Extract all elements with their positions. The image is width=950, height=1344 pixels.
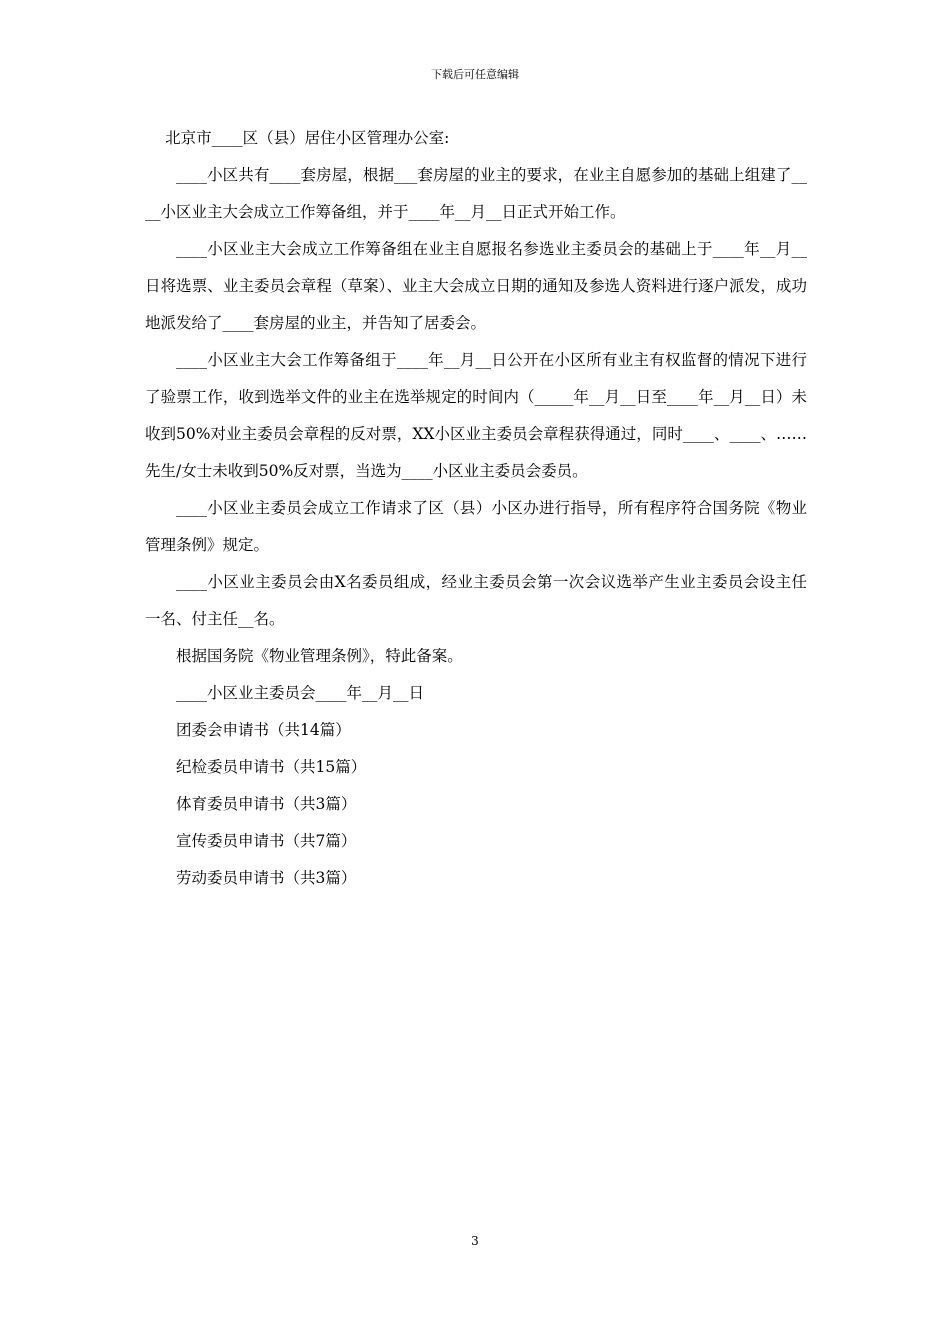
signature-line: ____小区业主委员会____年__月__日 — [176, 684, 425, 702]
related-link-2[interactable]: 纪检委员申请书（共15篇） — [176, 758, 367, 776]
page-header: 下载后可任意编辑 — [431, 68, 519, 81]
related-link-1[interactable]: 团委会申请书（共14篇） — [176, 721, 351, 739]
related-link-3[interactable]: 体育委员申请书（共3篇） — [176, 795, 357, 813]
paragraph-3: ____小区业主大会工作筹备组于____年__月__日公开在小区所有业主有权监督的情况下进行了验票工作，收到选举文件的业主在选举规定的时间内（_____年__月__日至____年__月__日）未收到50%对业主委员会章程的反对票，XX小区业主委员会章程获得通过，同时____、____、……先生/女士未收到50%反对票，当选为____小区业主委员会委员。 — [145, 351, 807, 480]
paragraph-2: ____小区业主大会成立工作筹备组在业主自愿报名参选业主委员会的基础上于____年__月__日将选票、业主委员会章程（草案）、业主大会成立日期的通知及参选人资料进行逐户派发，成功地派发给了____套房屋的业主，并告知了居委会。 — [145, 240, 807, 332]
paragraph-5: ____小区业主委员会由X名委员组成，经业主委员会第一次会议选举产生业主委员会设主任一名、付主任__名。 — [145, 573, 807, 628]
paragraph-6: 根据国务院《物业管理条例》，特此备案。 — [176, 647, 463, 665]
paragraph-4: ____小区业主委员会成立工作请求了区（县）小区办进行指导，所有程序符合国务院《物业管理条例》规定。 — [145, 499, 807, 554]
page-number: 3 — [471, 1234, 479, 1248]
related-link-5[interactable]: 劳动委员申请书（共3篇） — [176, 869, 357, 887]
paragraph-1: ____小区共有____套房屋，根据___套房屋的业主的要求，在业主自愿参加的基础上组建了____小区业主大会成立工作筹备组，并于____年__月__日正式开始工作。 — [145, 166, 807, 221]
document-body — [145, 120, 807, 897]
salutation: 北京市____区（县）居住小区管理办公室: — [165, 129, 450, 147]
related-link-4[interactable]: 宣传委员申请书（共7篇） — [176, 832, 357, 850]
